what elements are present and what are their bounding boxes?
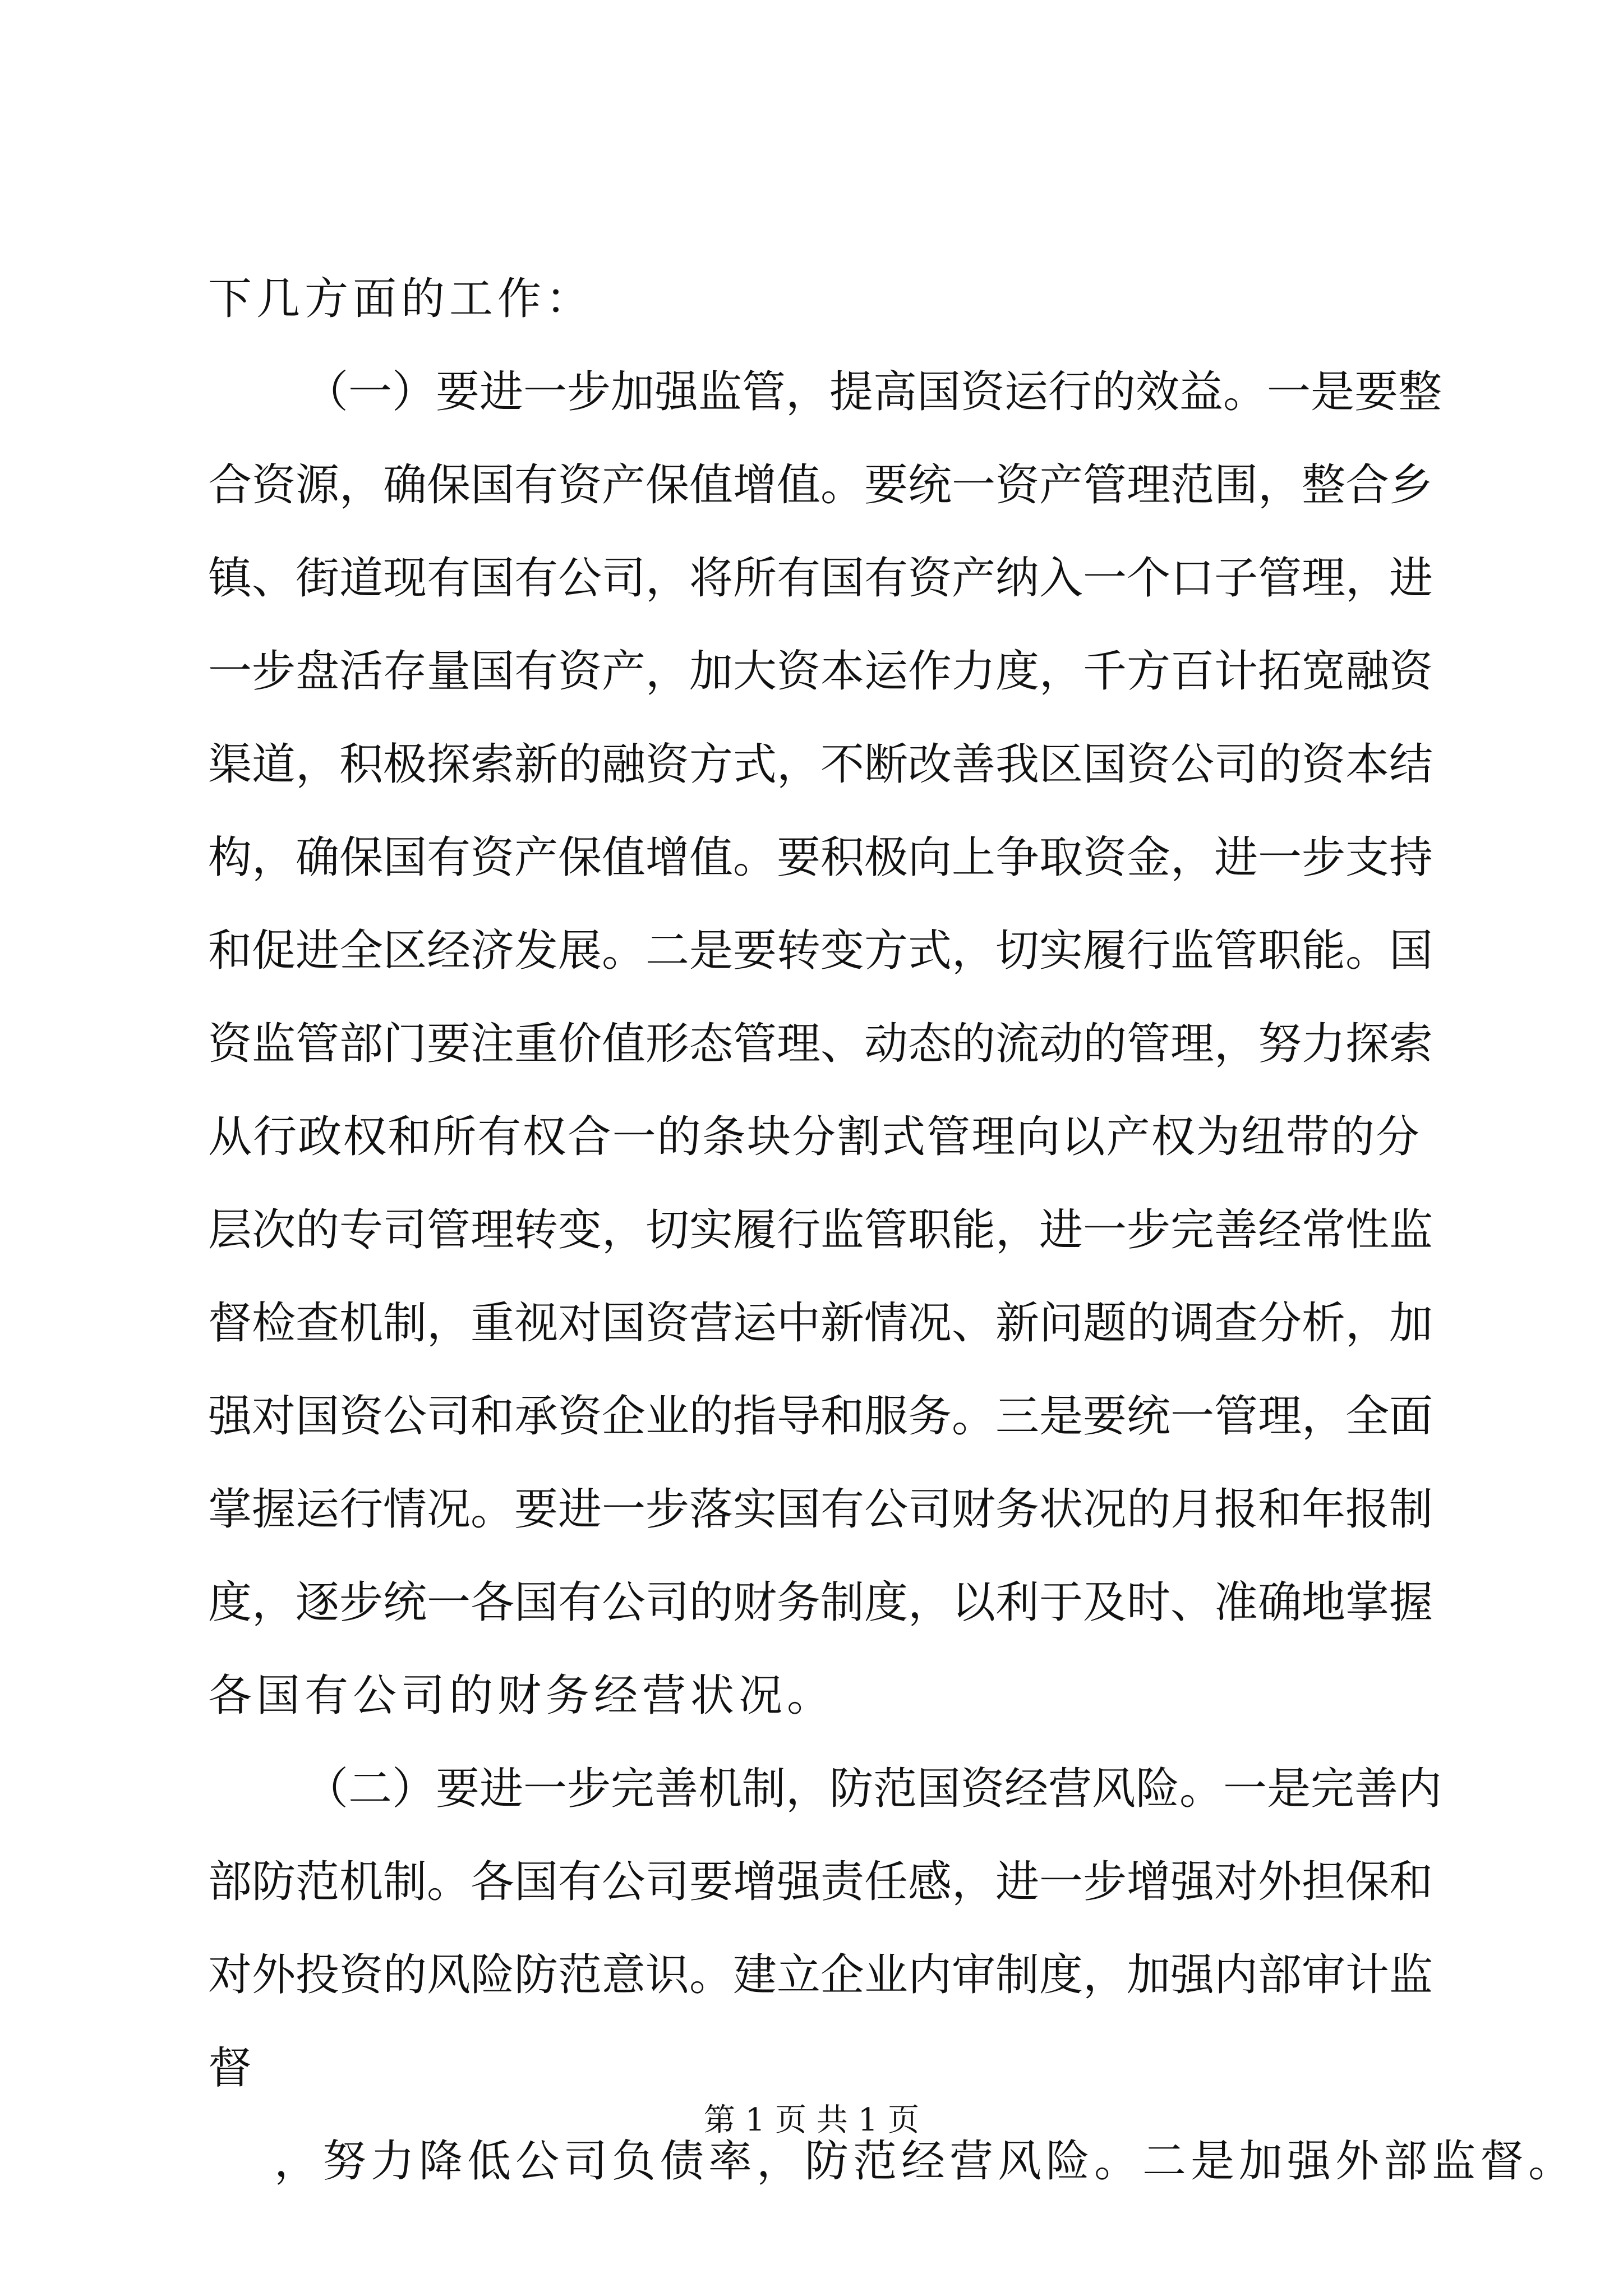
text-line: 对外投资的风险防范意识。建立企业内审制度，加强内部审计监 xyxy=(208,1950,1433,2000)
text-line: 从行政权和所有权合一的条块分割式管理向以产权为纽带的分 xyxy=(208,1112,1419,1162)
text-line: 下几方面的工作： xyxy=(208,274,594,324)
text-line: 层次的专司管理转变，切实履行监管职能，进一步完善经常性监 xyxy=(208,1205,1433,1255)
text-line: 度，逐步统一各国有公司的财务制度，以利于及时、准确地掌握 xyxy=(208,1577,1433,1628)
text-line: 督检查机制，重视对国资营运中新情况、新问题的调查分析，加 xyxy=(208,1298,1433,1349)
paragraph-2-start: （二）要进一步完善机制，防范国资经营风险。一是完善内 xyxy=(305,1764,1442,1814)
text-line: ，努力降低公司负债率，防范经营风险。二是加强外部监督。 xyxy=(274,2136,1577,2187)
text-line: 督 xyxy=(208,2043,257,2093)
text-line: 合资源，确保国有资产保值增值。要统一资产管理范围，整合乡 xyxy=(208,460,1433,510)
paragraph-1-start: （一）要进一步加强监管，提高国资运行的效益。一是要整 xyxy=(305,367,1442,417)
page-footer: 第 1 页 共 1 页 xyxy=(703,2102,920,2138)
text-line: 掌握运行情况。要进一步落实国有公司财务状况的月报和年报制 xyxy=(208,1484,1433,1535)
text-line: 镇、街道现有国有公司，将所有国有资产纳入一个口子管理，进 xyxy=(208,553,1433,604)
text-line: 一步盘活存量国有资产，加大资本运作力度，千方百计拓宽融资 xyxy=(208,646,1433,697)
text-line: 各国有公司的财务经营状况。 xyxy=(208,1671,836,1721)
text-line: 和促进全区经济发展。二是要转变方式，切实履行监管职能。国 xyxy=(208,926,1433,976)
text-line: 构，确保国有资产保值增值。要积极向上争取资金，进一步支持 xyxy=(208,832,1433,883)
text-line: 部防范机制。各国有公司要增强责任感，进一步增强对外担保和 xyxy=(208,1857,1433,1907)
text-line: 资监管部门要注重价值形态管理、动态的流动的管理，努力探索 xyxy=(208,1019,1433,1069)
text-line: 强对国资公司和承资企业的指导和服务。三是要统一管理，全面 xyxy=(208,1391,1433,1442)
text-line: 渠道，积极探索新的融资方式，不断改善我区国资公司的资本结 xyxy=(208,739,1433,790)
document-body xyxy=(208,252,1577,2208)
